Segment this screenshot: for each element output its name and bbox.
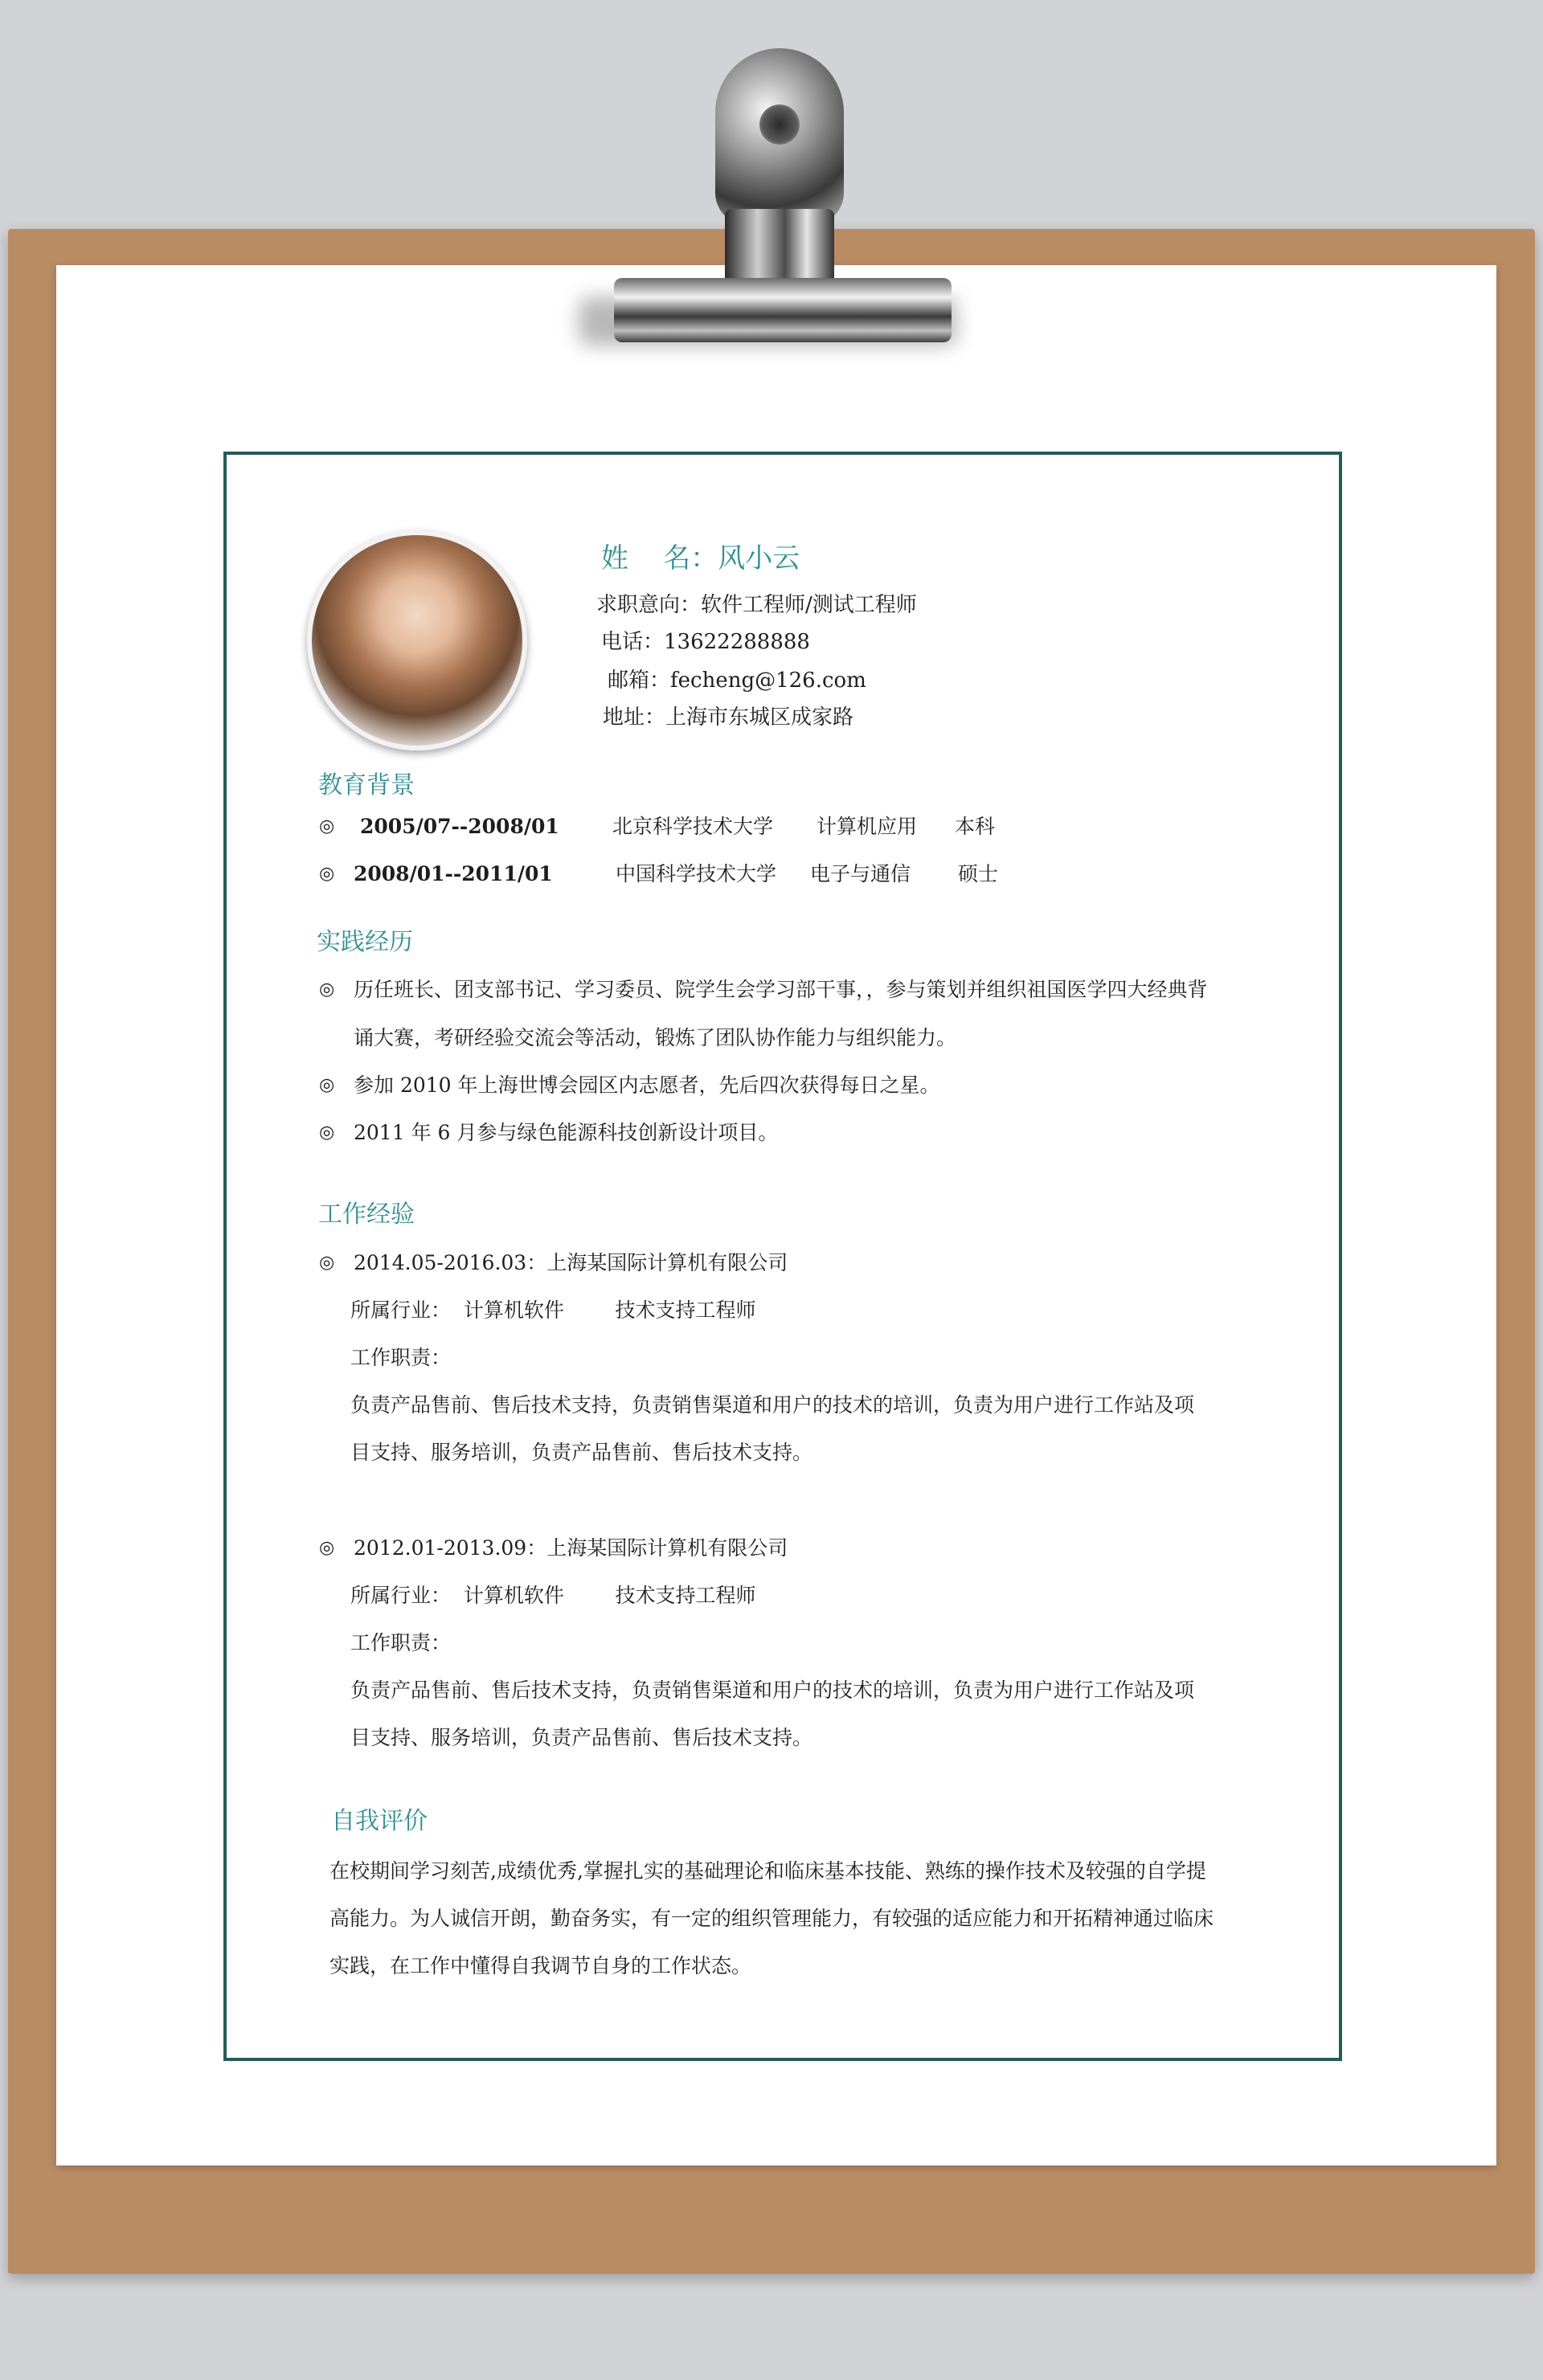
bullet-icon: ◎: [319, 1075, 335, 1095]
job-duty-line: 目支持、服务培训，负责产品售前、售后技术支持。: [350, 1441, 813, 1464]
edu-major: 计算机应用: [817, 815, 918, 838]
address: 地址：上海市东城区成家路: [603, 705, 854, 730]
practice-line: 历任班长、团支部书记、学习委员、院学生会学习部干事，，参与策划并组织祖国医学四大经典背: [354, 978, 1208, 1001]
bullet-icon: ◎: [319, 1123, 335, 1143]
self-eval-line: 实践，在工作中懂得自我调节自身的工作状态。: [329, 1954, 752, 1977]
clip-hole: [759, 104, 800, 145]
self-eval-line: 在校期间学习刻苦,成绩优秀,掌握扎实的基础理论和临床基本技能、熟练的操作技术及较强的自学提: [329, 1859, 1206, 1883]
edu-period: 2005/07--2008/01: [360, 815, 559, 838]
edu-degree: 硕士: [958, 862, 999, 885]
practice-title: 实践经历: [317, 928, 413, 956]
name-row: [601, 542, 800, 575]
self-eval-line: 高能力。为人诚信开朗，勤奋务实，有一定的组织管理能力，有较强的适应能力和开拓精神通过临床: [329, 1907, 1214, 1930]
job-heading: 2012.01-2013.09：上海某国际计算机有限公司: [354, 1536, 788, 1560]
practice-line: 诵大赛，考研经验交流会等活动，锻炼了团队协作能力与组织能力。: [354, 1026, 957, 1049]
job-heading: 2014.05-2016.03：上海某国际计算机有限公司: [354, 1251, 788, 1274]
edu-school: 中国科学技术大学: [616, 862, 777, 885]
self-eval-title: 自我评价: [331, 1807, 428, 1835]
job-duty-line: 负责产品售前、售后技术支持，负责销售渠道和用户的技术的培训，负责为用户进行工作站及项: [350, 1679, 1195, 1702]
clip-bar: [614, 278, 952, 342]
work-title: 工作经验: [318, 1200, 415, 1229]
binder-clip: [579, 48, 956, 354]
practice-line: 参加 2010 年上海世博会园区内志愿者，先后四次获得每日之星。: [354, 1073, 940, 1097]
practice-line: 2011 年 6 月参与绿色能源科技创新设计项目。: [354, 1121, 779, 1144]
job-intention: 求职意向：软件工程师/测试工程师: [596, 593, 917, 617]
job-industry: 所属行业： 计算机软件 技术支持工程师: [350, 1584, 756, 1607]
email: 邮箱：fecheng@126.com: [608, 669, 866, 693]
education-title: 教育背景: [318, 771, 415, 799]
job-duty-label: 工作职责：: [350, 1346, 452, 1369]
job-duty-line: 目支持、服务培训，负责产品售前、售后技术支持。: [350, 1726, 813, 1749]
name-value: 风小云: [718, 542, 800, 575]
edu-period: 2008/01--2011/01: [354, 862, 553, 885]
edu-degree: 本科: [955, 815, 996, 838]
edu-school: 北京科学技术大学: [612, 815, 774, 838]
job-industry: 所属行业： 计算机软件 技术支持工程师: [350, 1298, 756, 1322]
bullet-icon: ◎: [319, 816, 335, 836]
bullet-icon: ◎: [319, 1538, 335, 1558]
edu-major: 电子与通信: [810, 862, 911, 885]
job-duty-line: 负责产品售前、售后技术支持，负责销售渠道和用户的技术的培训，负责为用户进行工作站及项: [350, 1393, 1195, 1417]
bullet-icon: ◎: [319, 1253, 335, 1273]
name-label: 姓 名：: [601, 542, 718, 575]
bullet-icon: ◎: [319, 864, 335, 884]
bullet-icon: ◎: [319, 979, 335, 1000]
phone: 电话：13622288888: [601, 630, 810, 654]
avatar: [307, 530, 527, 750]
job-duty-label: 工作职责：: [350, 1631, 452, 1654]
